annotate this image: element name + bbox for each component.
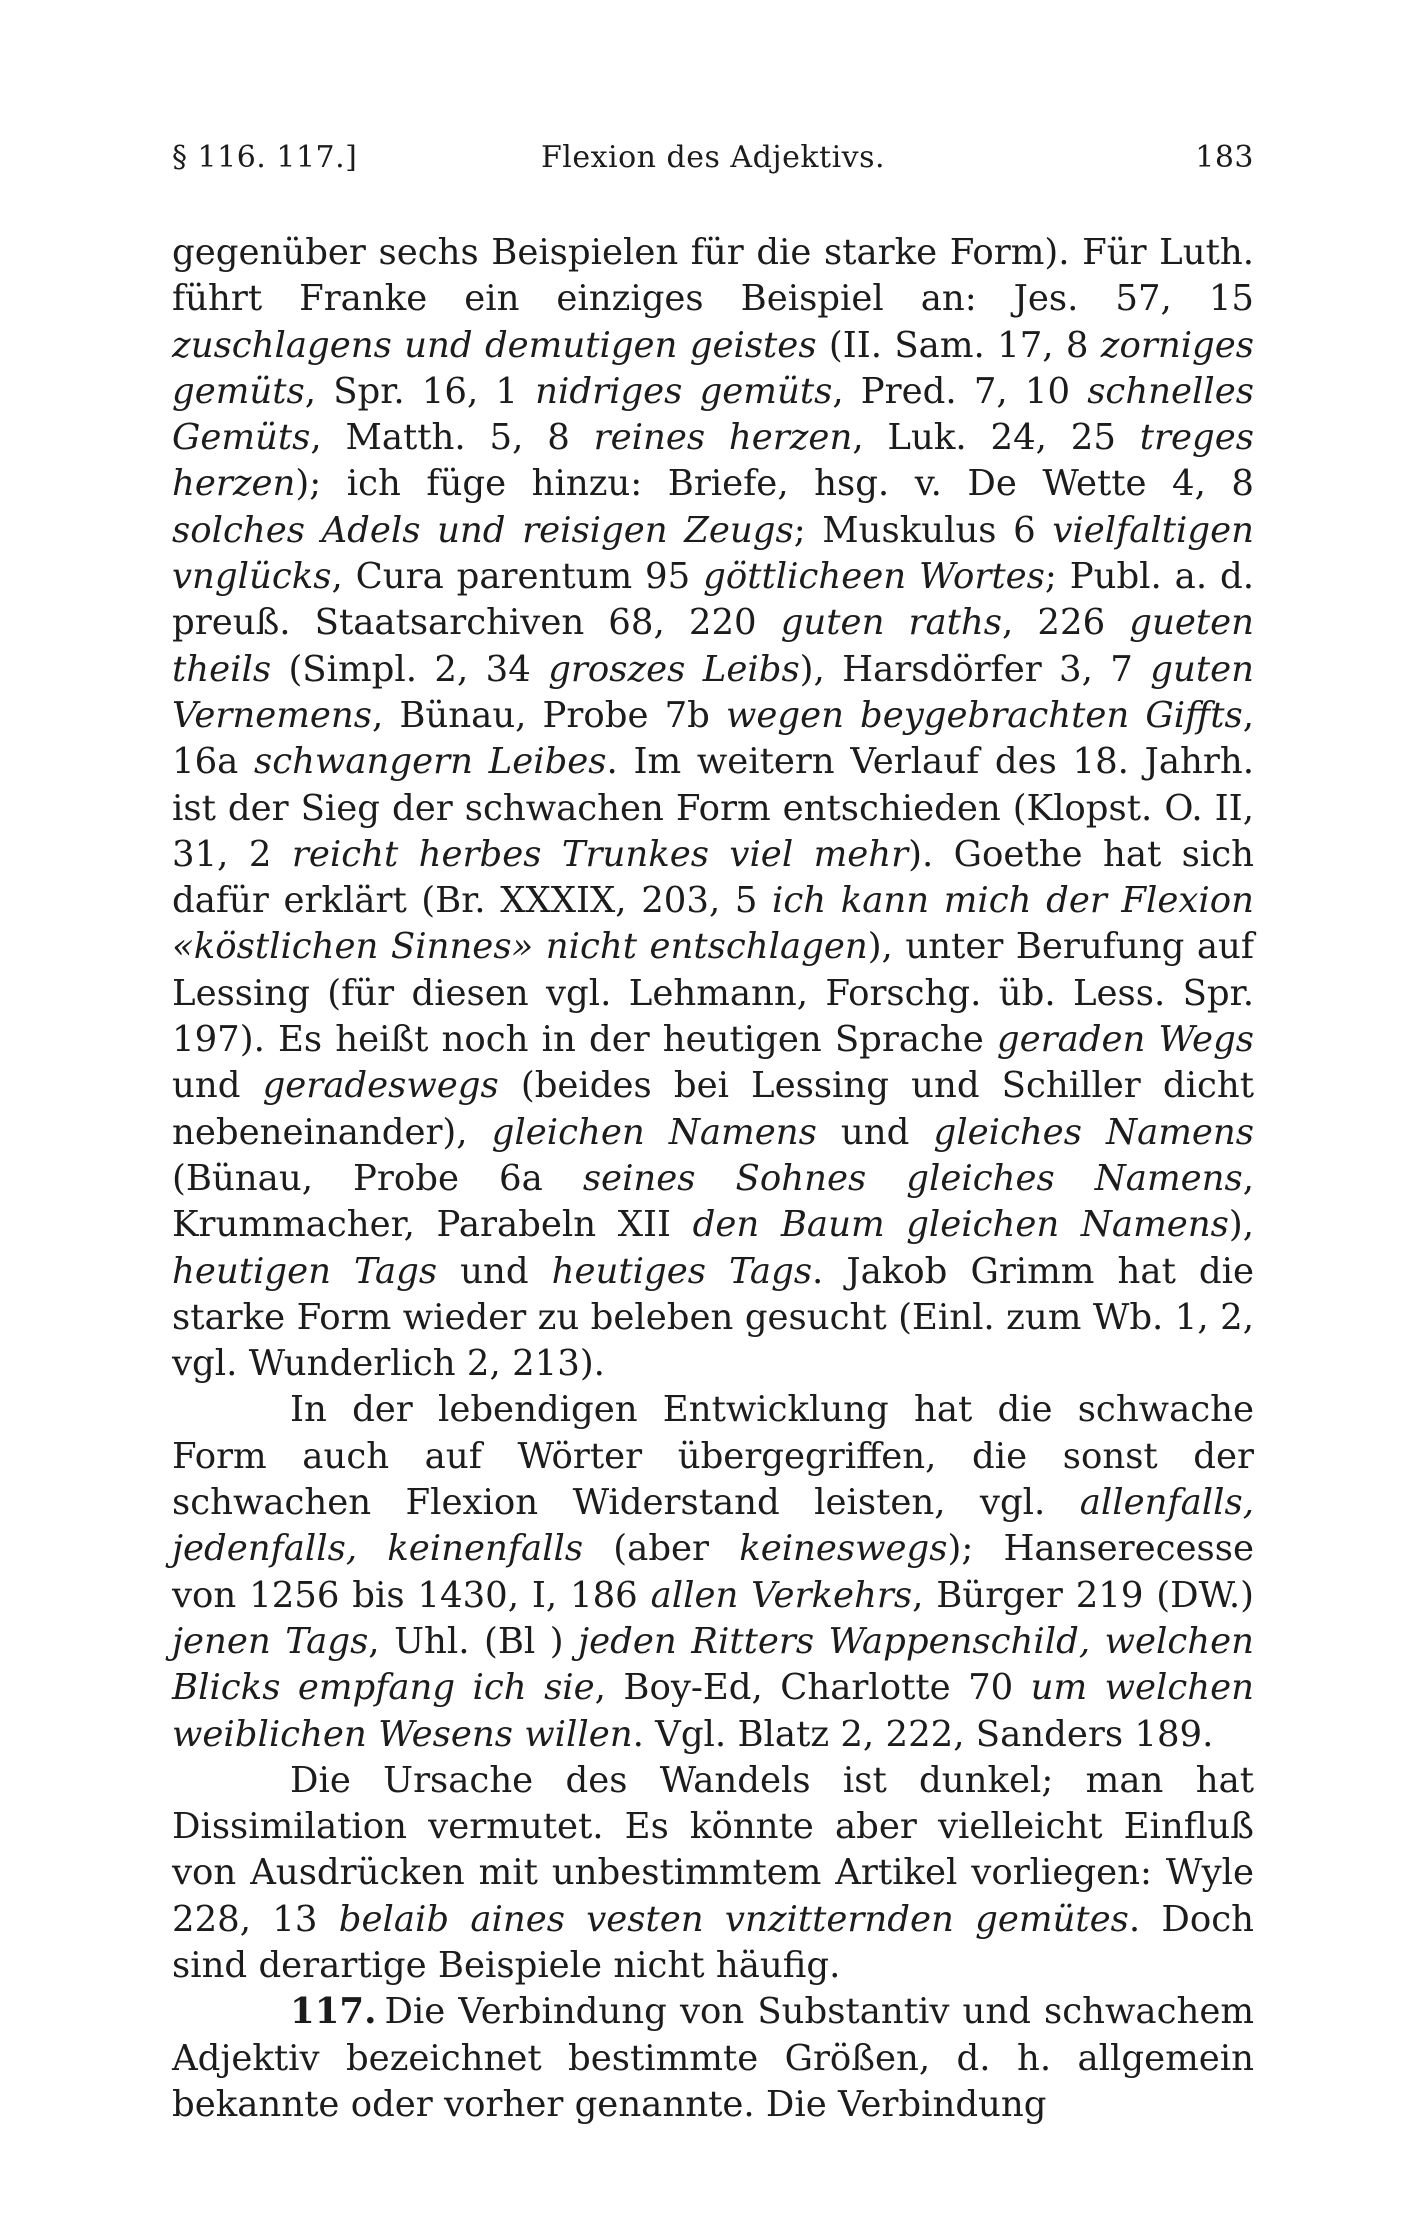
italic-citation: um welchen weiblichen Wesens willen bbox=[172, 1667, 1254, 1755]
text-run: ); ich füge hinzu: Briefe, hsg. v. De Wette 4, 8 bbox=[295, 463, 1254, 505]
text-run: (Bünau, Probe 6a bbox=[172, 1157, 583, 1199]
italic-citation: zorniges gemüts bbox=[172, 324, 1254, 412]
text-run: (aber bbox=[583, 1528, 740, 1570]
italic-citation: schnelles Gemüts bbox=[172, 370, 1254, 459]
italic-citation: vielfaltigen vnglücks bbox=[172, 509, 1254, 598]
text-run: , Pred. 7, 10 bbox=[832, 370, 1088, 412]
text-run: , Bürger 219 (DW.) bbox=[912, 1574, 1255, 1616]
italic-citation: jeden Ritters Wappenschild, welchen Blicks empfang ich sie bbox=[172, 1620, 1254, 1709]
italic-citation: guten raths bbox=[780, 602, 1003, 644]
italic-citation: gueten theils bbox=[172, 602, 1254, 690]
italic-citation: den Baum gleichen Namens bbox=[692, 1204, 1229, 1246]
chapter-title: Flexion des Adjektivs. bbox=[540, 140, 886, 175]
italic-citation: geradeswegs bbox=[262, 1065, 499, 1107]
text-run: ), bbox=[1228, 1204, 1254, 1246]
italic-citation: jenen Tags bbox=[172, 1620, 369, 1662]
text-run: , Bünau, Probe 7b bbox=[371, 694, 726, 736]
text-run: In der lebendigen Entwicklung hat die schwache Form auch auf Wörter übergegriffen, die sonst der schwachen Flexion Widerstand leisten, vgl. bbox=[172, 1389, 1254, 1524]
text-run: , Krummacher, Parabeln XII bbox=[172, 1157, 1254, 1246]
italic-citation: göttlicheen Wortes bbox=[703, 556, 1045, 598]
text-run: (beides bei Lessing und Schiller dicht nebeneinander), bbox=[172, 1065, 1254, 1153]
text-run: , Spr. 16, 1 bbox=[304, 370, 536, 412]
text-run: und bbox=[816, 1111, 934, 1153]
italic-citation: keineswegs bbox=[739, 1528, 948, 1570]
text-run: (Simpl. 2, 34 bbox=[271, 648, 549, 690]
text-run: , 226 bbox=[1002, 602, 1130, 644]
italic-citation: heutigen Tags bbox=[172, 1250, 438, 1292]
italic-citation: zuschlagens und demutigen geistes bbox=[172, 324, 817, 366]
text-run: und bbox=[437, 1250, 552, 1292]
italic-citation: belaib aines vesten vnzitternden gemütes bbox=[338, 1898, 1129, 1940]
text-run: ; Muskulus 6 bbox=[793, 509, 1053, 551]
text-run: ; Publ. a. d. preuß. Staatsarchiven 68, 220 bbox=[172, 556, 1254, 644]
text-run: , Luk. 24, 25 bbox=[852, 417, 1140, 459]
italic-citation: groszes Leibs bbox=[548, 648, 800, 690]
italic-citation: seines Sohnes gleiches Namens bbox=[582, 1157, 1243, 1199]
italic-citation: solches Adels und reisigen Zeugs bbox=[172, 509, 794, 551]
italic-citation: allen Verkehrs bbox=[650, 1574, 913, 1616]
text-run: , Matth. 5, 8 bbox=[310, 417, 594, 459]
italic-citation: heutiges Tags bbox=[551, 1250, 813, 1292]
italic-citation: guten Vernemens bbox=[172, 648, 1254, 736]
paragraph bbox=[172, 1989, 1254, 2128]
paragraph bbox=[172, 230, 1254, 1387]
italic-citation: gleichen Namens bbox=[491, 1111, 817, 1153]
italic-citation: geraden Wegs bbox=[996, 1019, 1255, 1061]
text-run: (II. Sam. 17, 8 bbox=[816, 324, 1101, 366]
text-run: . Jakob Grimm hat die starke Form wieder zu beleben gesucht (Einl. zum Wb. 1, 2, vgl. Wunderlich 2, 213). bbox=[172, 1250, 1254, 1385]
text-run: ), unter Berufung auf Lessing (für diesen vgl. Lehmann, Forschg. üb. Less. Spr. 197). Es heißt noch in der heutigen Sprache bbox=[172, 926, 1254, 1061]
body-text bbox=[172, 230, 1254, 2128]
text-run: , Uhl. (Bl ) bbox=[368, 1620, 579, 1662]
text-run: , Boy-Ed, Charlotte 70 bbox=[594, 1667, 1031, 1709]
text-run: Die Ursache des Wandels ist dunkel; man hat Dissimilation vermutet. Es könnte aber vielleicht Einfluß von Ausdrücken mit unbestimmtem Artikel vorliegen: Wyle 228, 13 bbox=[172, 1759, 1254, 1940]
text-run: . Vgl. Blatz 2, 222, Sanders 189. bbox=[632, 1713, 1214, 1755]
italic-citation: reicht herbes Trunkes viel mehr bbox=[291, 833, 909, 875]
text-run: und bbox=[172, 1065, 263, 1107]
paragraph-number: 117. bbox=[290, 1991, 377, 2033]
text-run: , 16a bbox=[172, 694, 1254, 783]
section-reference: § 116. 117.] bbox=[172, 140, 358, 175]
page-number: 183 bbox=[1195, 140, 1254, 175]
paragraph bbox=[172, 1758, 1254, 1989]
italic-citation: wegen beygebrachten Giffts bbox=[725, 694, 1243, 736]
running-head bbox=[172, 140, 1254, 192]
italic-citation: schwangern Leibes bbox=[254, 741, 607, 783]
text-run: . Doch sind derartige Beispiele nicht häufig. bbox=[172, 1898, 1254, 1986]
italic-citation: ich kann mich der Flexion «köstlichen Sinnes» nicht entschlagen bbox=[172, 880, 1254, 968]
text-run: gegenüber sechs Beispielen für die starke Form). Für Luth. führt Franke ein einziges Beispiel an: Jes. 57, 15 bbox=[172, 232, 1254, 320]
book-page bbox=[172, 140, 1254, 2128]
italic-citation: reines herzen bbox=[593, 417, 853, 459]
paragraph bbox=[172, 1387, 1254, 1757]
text-run: ). Goethe hat sich dafür erklärt (Br. XXXIX, 203, 5 bbox=[172, 833, 1254, 922]
text-run: , Cura parentum 95 bbox=[331, 556, 704, 598]
italic-citation: gleiches Namens bbox=[933, 1111, 1254, 1153]
text-run: Die Verbindung von Substantiv und schwachem Adjektiv bezeichnet bestimmte Größen, d. h. allgemein bekannte oder vorher genannte. Die Verbindung bbox=[172, 1991, 1254, 2125]
text-run: ), Harsdörfer 3, 7 bbox=[799, 648, 1151, 690]
text-run: ); Hanserecesse von 1256 bis 1430, I, 186 bbox=[172, 1528, 1254, 1616]
italic-citation: nidriges gemüts bbox=[535, 370, 833, 412]
italic-citation: allenfalls, jedenfalls, keinenfalls bbox=[172, 1482, 1254, 1570]
text-run: . Im weitern Verlauf des 18. Jahrh. ist der Sieg der schwachen Form entschieden (Klopst. O. II, 31, 2 bbox=[172, 741, 1254, 875]
italic-citation: treges herzen bbox=[172, 417, 1254, 505]
